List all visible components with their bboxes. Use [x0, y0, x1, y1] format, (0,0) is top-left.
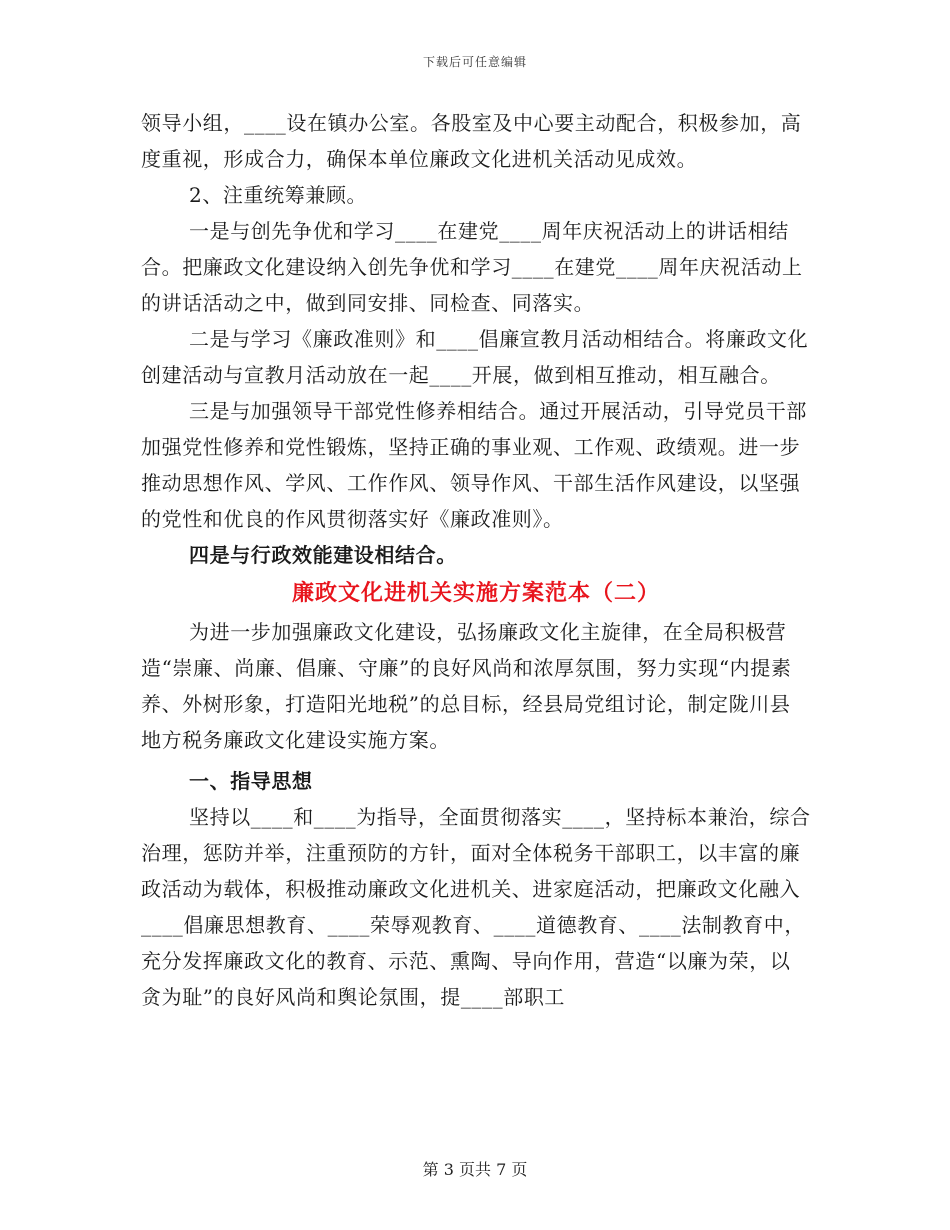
page-footer: 第 3 页共 7 页	[422, 1160, 528, 1179]
heading-guiding-ideology: 一、指导思想	[189, 769, 313, 793]
paragraph-introduction: 为进一步加强廉政文化建设，弘扬廉政文化主旋律，在全局积极营造“崇廉、尚廉、倡廉、守廉”的良好风尚和浓厚氛围，努力实现“内提素养、外树形象，打造阳光地税”的总目标，经县局党组讨论，制定陇川县地方税务廉政文化建设实施方案。	[141, 620, 792, 752]
document-body	[141, 105, 811, 1015]
paragraph-overall-planning: 2、注重统筹兼顾。	[189, 183, 368, 207]
paragraph-second-combination: 二是与学习《廉政准则》和____倡廉宣教月活动相结合。将廉政文化创建活动与宣教月活动放在一起____开展，做到相互推动，相互融合。	[141, 327, 809, 387]
paragraph-fourth-combination: 四是与行政效能建设相结合。	[189, 543, 457, 567]
paragraph-leadership-group: 领导小组，____设在镇办公室。各股室及中心要主动配合，积极参加，高度重视，形成合力，确保本单位廉政文化进机关活动见成效。	[141, 111, 802, 171]
section-title: 廉政文化进机关实施方案范本（二）	[291, 580, 660, 606]
paragraph-guiding-ideology: 坚持以____和____为指导，全面贯彻落实____，坚持标本兼治，综合治理，惩防并举，注重预防的方针，面对全体税务干部职工，以丰富的廉政活动为载体，积极推动廉政文化进机关、进家庭活动，把廉政文化融入____倡廉思想教育、____荣辱观教育、____道德教育、____法制教育中，充分发挥廉政文化的教育、示范、熏陶、导向作用，营造“以廉为荣，以贪为耻”的良好风尚和舆论氛围，提____部职工	[141, 805, 811, 1009]
paragraph-first-combination: 一是与创先争优和学习____在建党____周年庆祝活动上的讲话相结合。把廉政文化建设纳入创先争优和学习____在建党____周年庆祝活动上的讲话活动之中，做到同安排、同检查、同落实。	[141, 219, 803, 315]
paragraph-third-combination: 三是与加强领导干部党性修养相结合。通过开展活动，引导党员干部加强党性修养和党性锻炼，坚持正确的事业观、工作观、政绩观。进一步推动思想作风、学风、工作作风、领导作风、干部生活作风建设，以坚强的党性和优良的作风贯彻落实好《廉政准则》。	[141, 399, 807, 531]
page-header: 下载后可任意编辑	[422, 55, 527, 69]
